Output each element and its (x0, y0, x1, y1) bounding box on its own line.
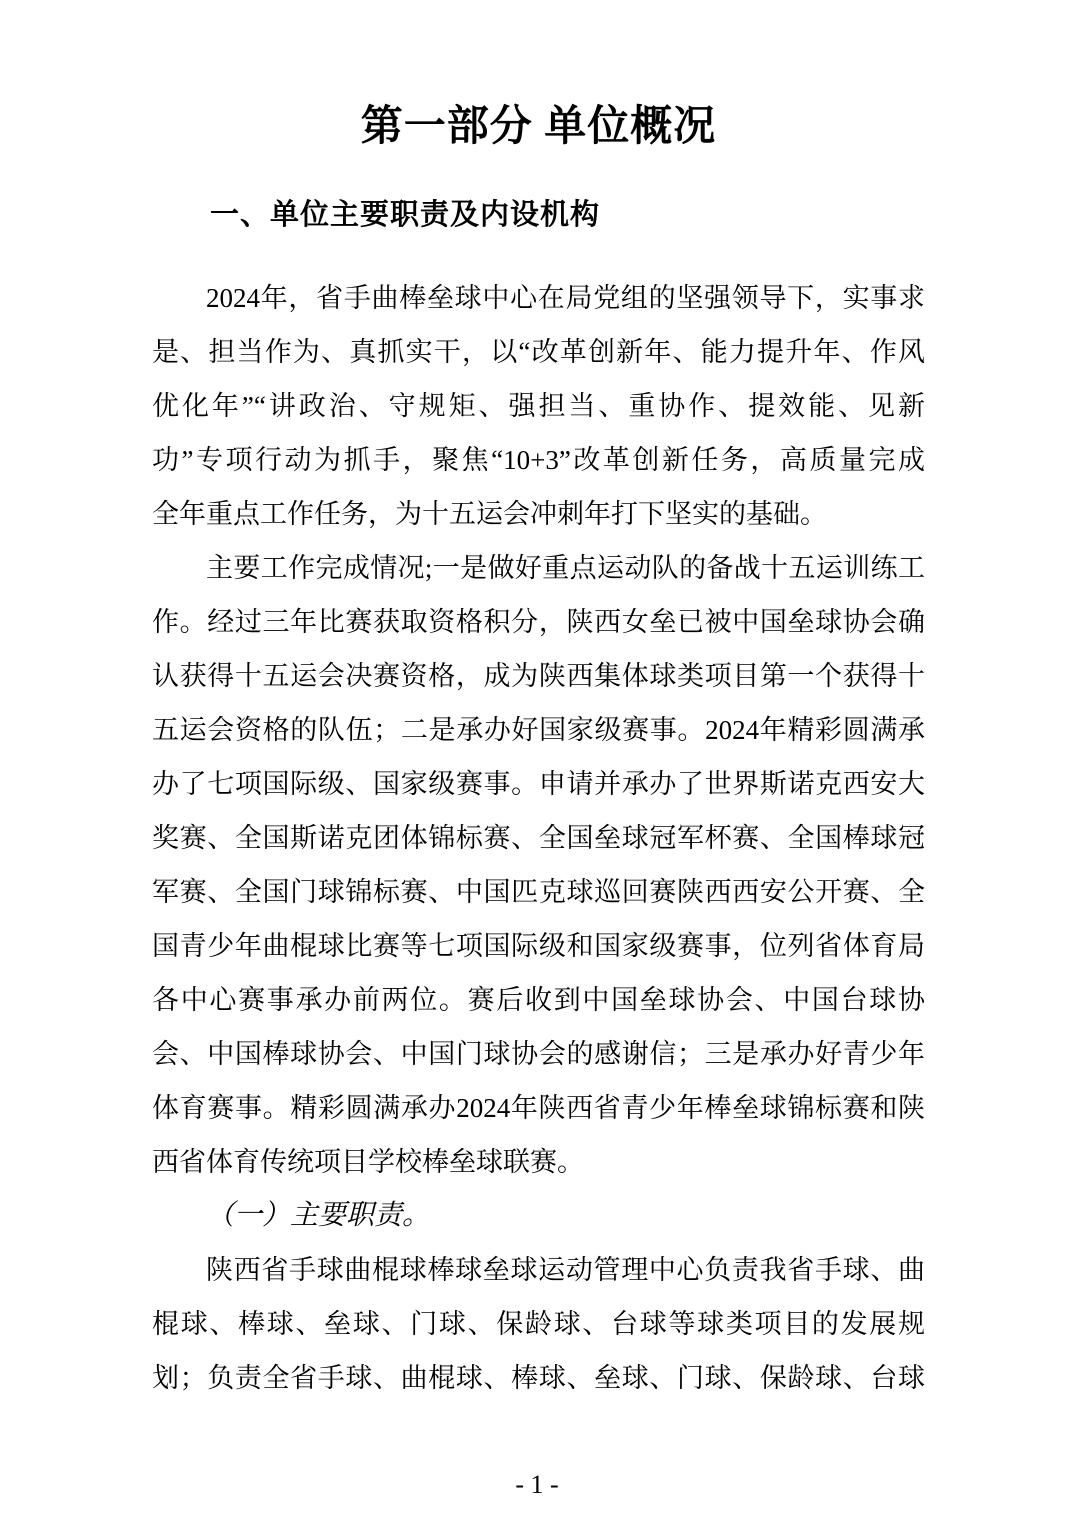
paragraph-overview (152, 271, 925, 541)
document-title: 第一部分 单位概况 (360, 104, 717, 150)
text-line: 办了七项国际级、国家级赛事。申请并承办了世界斯诺克西安大 (152, 769, 925, 799)
text-block (152, 0, 925, 1405)
text-line: 会、中国棒球协会、中国门球协会的感谢信；三是承办好青少年 (152, 1039, 925, 1069)
text-line: 军赛、全国门球锦标赛、中国匹克球巡回赛陕西西安公开赛、全 (152, 877, 925, 907)
text-line: 优化年”“讲政治、守规矩、强担当、重协作、提效能、见新 (152, 391, 925, 421)
text-line: 国青少年曲棍球比赛等七项国际级和国家级赛事，位列省体育局 (152, 931, 925, 961)
text-line: 五运会资格的队伍；二是承办好国家级赛事。2024年精彩圆满承 (152, 715, 925, 745)
text-line: 奖赛、全国斯诺克团体锦标赛、全国垒球冠军杯赛、全国棒球冠 (152, 823, 925, 853)
subsection-heading: （一）主要职责。 (206, 1200, 431, 1231)
text-line: 认获得十五运会决赛资格，成为陕西集体球类项目第一个获得十 (152, 661, 925, 691)
text-line: 作。经过三年比赛获取资格积分，陕西女垒已被中国垒球协会确 (152, 607, 925, 637)
text-line: 棍球、棒球、垒球、门球、保龄球、台球等球类项目的发展规 (152, 1309, 925, 1339)
text-line: 全年重点工作任务，为十五运会冲刺年打下坚实的基础。 (152, 499, 827, 529)
text-line: 是、担当作为、真抓实干，以“改革创新年、能力提升年、作风 (152, 337, 925, 367)
text-line: 各中心赛事承办前两位。赛后收到中国垒球协会、中国台球协 (152, 985, 925, 1015)
text-line: 划；负责全省手球、曲棍球、棒球、垒球、门球、保龄球、台球 (152, 1363, 925, 1393)
text-line: 功”专项行动为抓手，聚焦“10+3”改革创新任务，高质量完成 (152, 445, 925, 475)
section-heading: 一、单位主要职责及内设机构 (210, 199, 601, 231)
paragraph-responsibilities (152, 1243, 925, 1405)
text-line: 体育赛事。精彩圆满承办2024年陕西省青少年棒垒球锦标赛和陕 (152, 1093, 925, 1123)
page-number: - 1 - (515, 1470, 559, 1499)
text-line: 西省体育传统项目学校棒垒球联赛。 (152, 1147, 584, 1177)
text-line: 2024年，省手曲棒垒球中心在局党组的坚强领导下，实事求 (206, 283, 925, 313)
text-line: 陕西省手球曲棍球棒球垒球运动管理中心负责我省手球、曲 (206, 1255, 925, 1285)
paragraph-work-summary (152, 541, 925, 1189)
text-line: 主要工作完成情况;一是做好重点运动队的备战十五运训练工 (206, 553, 925, 583)
